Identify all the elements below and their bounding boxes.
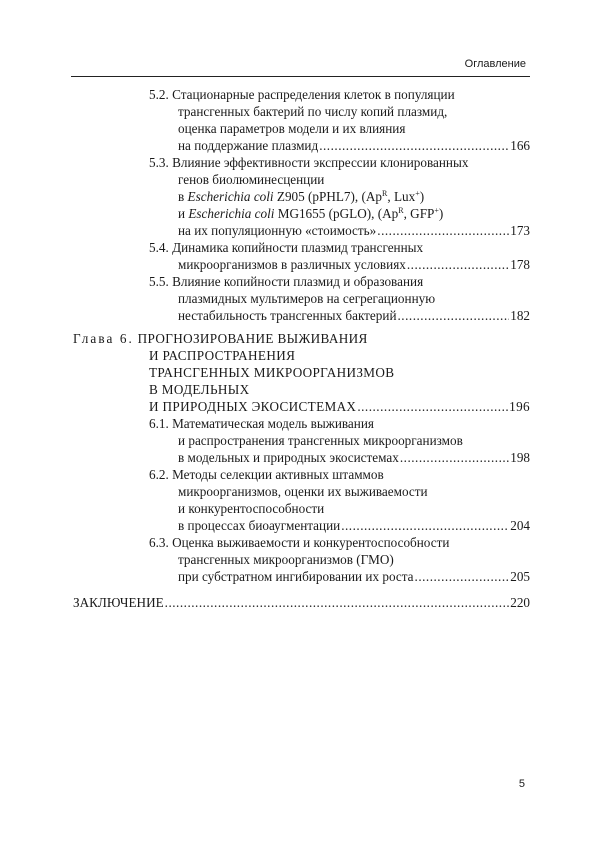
dot-leader: [398, 307, 510, 324]
toc-entry-6-2[interactable]: [178, 517, 530, 534]
toc-6-2-line-2: микроорганизмов, оценки их выживаемости: [178, 484, 428, 499]
toc-5-3-l4-pre: и: [178, 206, 189, 221]
chapter-title-line-1: ПРОГНОЗИРОВАНИЕ ВЫЖИВАНИЯ: [137, 331, 368, 346]
toc-entry-5-3[interactable]: [178, 222, 530, 239]
toc-entry-6-3[interactable]: [178, 568, 530, 585]
header-rule: [71, 76, 530, 77]
toc-5-2-line-4: на поддержание плазмид: [178, 138, 319, 153]
toc-5-4-page: 178: [510, 257, 530, 272]
running-head: Оглавление: [464, 58, 526, 70]
toc-5-4-line-1: 5.4. Динамика копийности плазмид трансгенных: [149, 240, 424, 255]
toc-6-1-page: 198: [510, 450, 530, 465]
dot-leader: [341, 517, 509, 534]
dot-leader: [377, 222, 509, 239]
toc-6-2-line-4: в процессах биоаугментации: [178, 518, 341, 533]
toc-6-2-line-3: и конкурентоспособности: [178, 501, 325, 516]
dot-leader: [357, 398, 508, 415]
toc-5-3-l4-species: Escherichia coli: [188, 206, 275, 221]
toc-6-3-line-3: при субстратном ингибировании их роста: [178, 569, 414, 584]
toc-entry-conclusion[interactable]: [73, 594, 530, 611]
dot-leader: [415, 568, 510, 585]
toc-6-1-line-3: в модельных и природных экосистемах: [178, 450, 399, 465]
toc-5-4-line-2: микроорганизмов в различных условиях: [178, 257, 406, 272]
toc-5-5-page: 182: [510, 308, 530, 323]
toc-5-3-line-4: [178, 205, 443, 222]
toc-5-3-l4-sup-plus: +: [434, 206, 439, 215]
toc-entry-5-4[interactable]: [178, 256, 530, 273]
toc-5-3-line-3: [178, 188, 424, 205]
dot-leader: [407, 256, 509, 273]
toc-5-5-line-3: нестабильность трансгенных бактерий: [178, 308, 397, 323]
toc-entry-5-5[interactable]: [178, 307, 530, 324]
toc-5-3-l3-mid2: , Lux: [387, 189, 416, 204]
toc-6-3-page: 205: [510, 569, 530, 584]
toc-5-2-line-2: трансгенных бактерий по числу копий плазмид,: [178, 104, 448, 119]
toc-5-3-l3-mid: Z905 (pPHL7), (Ap: [273, 189, 383, 204]
toc-5-3-l4-end: ): [438, 206, 444, 221]
toc-5-3-line-1: 5.3. Влияние эффективности экспрессии клонированных: [149, 155, 469, 170]
dot-leader: [165, 594, 510, 611]
toc-6-1-line-2: и распространения трансгенных микроорганизмов: [178, 433, 463, 448]
toc-chapter-6-line-5: И ПРИРОДНЫХ ЭКОСИСТЕМАХ: [149, 399, 357, 414]
page-number: 5: [518, 778, 525, 790]
toc-5-5-line-1: 5.5. Влияние копийности плазмид и образования: [149, 274, 424, 289]
toc-6-2-line-1: 6.2. Методы селекции активных штаммов: [149, 467, 384, 482]
toc-chapter-6-line-2: И РАСПРОСТРАНЕНИЯ: [149, 348, 296, 363]
toc-5-3-l4-mid: MG1655 (pGLO), (Ap: [274, 206, 399, 221]
toc-5-5-line-2: плазмидных мультимеров на сегрегационную: [178, 291, 436, 306]
toc-5-3-l4-sup-r: R: [398, 206, 404, 215]
toc-5-3-l3-sup-plus: +: [415, 189, 420, 198]
toc-6-3-line-2: трансгенных микроорганизмов (ГМО): [178, 552, 394, 567]
toc-5-3-page: 173: [510, 223, 530, 238]
toc-5-2-line-3: оценка параметров модели и их влияния: [178, 121, 406, 136]
toc-chapter-6-line-3: ТРАНСГЕННЫХ МИКРООРГАНИЗМОВ: [149, 365, 395, 380]
toc-5-3-l4-mid2: , GFP: [403, 206, 435, 221]
toc-5-3-line-2: генов биолюминесценции: [178, 172, 325, 187]
toc-conclusion-label: ЗАКЛЮЧЕНИЕ: [73, 595, 164, 610]
toc-6-2-page: 204: [510, 518, 530, 533]
toc-5-3-l3-sup-r: R: [382, 189, 388, 198]
toc-conclusion-page: 220: [510, 595, 530, 610]
toc-entry-5-2[interactable]: [178, 137, 530, 154]
toc-entry-6-1[interactable]: [178, 449, 530, 466]
toc-6-3-line-1: 6.3. Оценка выживаемости и конкурентоспособности: [149, 535, 450, 550]
chapter-prefix: Глава 6.: [73, 331, 134, 346]
toc-5-3-l3-species: Escherichia coli: [187, 189, 274, 204]
dot-leader: [400, 449, 509, 466]
dot-leader: [319, 137, 509, 154]
toc-chapter-6-page: 196: [509, 399, 530, 414]
toc-entry-chapter-6[interactable]: [149, 398, 530, 415]
toc-5-2-line-1: 5.2. Стационарные распределения клеток в популяции: [149, 87, 455, 102]
toc-5-3-line-5: на их популяционную «стоимость»: [178, 223, 377, 238]
toc-5-2-page: 166: [510, 138, 530, 153]
toc-6-1-line-1: 6.1. Математическая модель выживания: [149, 416, 374, 431]
toc-5-3-l3-pre: в: [178, 189, 188, 204]
toc-chapter-6-line-1: [73, 330, 368, 347]
toc-chapter-6-line-4: В МОДЕЛЬНЫХ: [149, 382, 250, 397]
toc-5-3-l3-end: ): [419, 189, 425, 204]
